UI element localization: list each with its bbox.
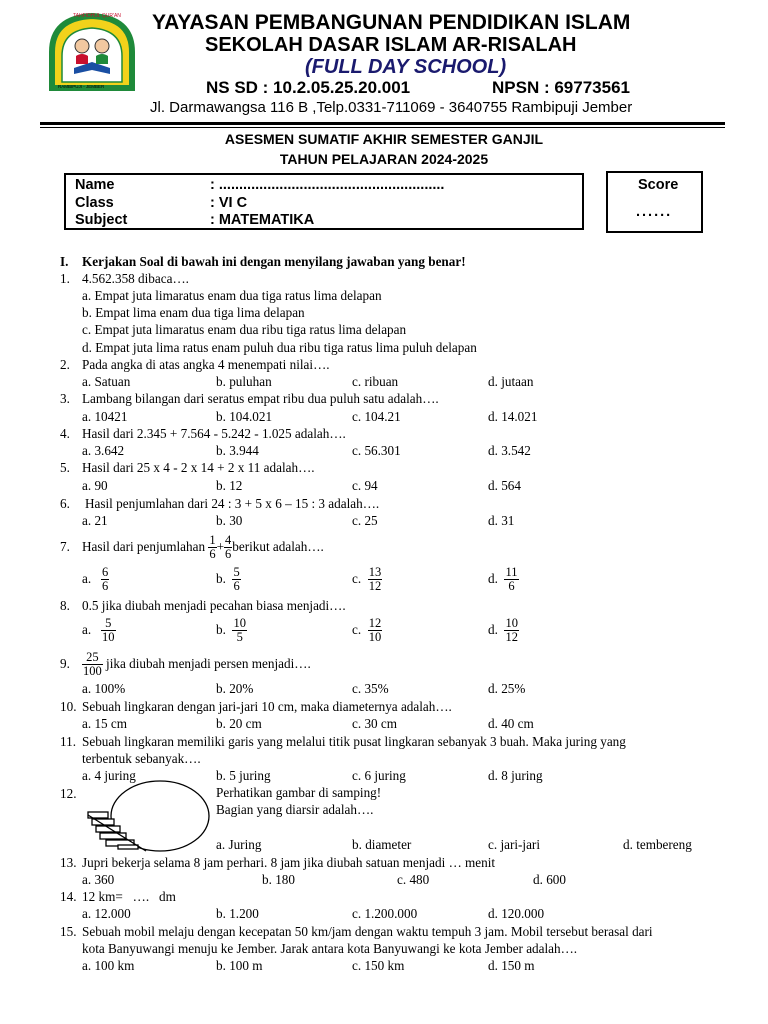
q9-text (82, 647, 311, 681)
score-label: Score (638, 177, 679, 193)
q3-text: Lambang bilangan dari seratus empat ribu dua puluh satu adalah…. (82, 391, 439, 406)
header-divider (40, 122, 725, 125)
q10-text: Sebuah lingkaran dengan jari-jari 10 cm, maka diameternya adalah…. (82, 699, 452, 714)
q8-number: 8. (60, 598, 70, 613)
q5-number: 5. (60, 460, 70, 475)
q3-option-b[interactable]: b. 104.021 (216, 409, 273, 424)
q13-option-b[interactable]: b. 180 (262, 872, 295, 887)
school-address: Jl. Darmawangsa 116 B ,Telp.0331-711069 - 3640755 Rambipuji Jember (150, 99, 633, 116)
q7-fraction-2: $\frac{4}{6}$ (225, 533, 232, 562)
school-name: SEKOLAH DASAR ISLAM AR-RISALAH (205, 34, 577, 56)
q6-number: 6. (60, 496, 70, 511)
q5-option-c[interactable]: c. 94 (352, 478, 378, 493)
q9-option-b[interactable]: b. 20% (216, 681, 254, 696)
q4-number: 4. (60, 426, 70, 441)
q15-option-b[interactable]: b. 100 m (216, 958, 263, 973)
q12-option-a[interactable]: a. Juring (216, 837, 262, 852)
q1-option-d[interactable]: d. Empat juta lima ratus enam puluh dua ribu tiga ratus lima puluh delapan (82, 340, 477, 355)
q1-option-a[interactable]: a. Empat juta limaratus enam dua tiga ratus lima delapan (82, 288, 382, 303)
q14-number: 14. (60, 889, 77, 904)
program-name: (FULL DAY SCHOOL) (305, 56, 507, 78)
subject-value: : MATEMATIKA (210, 212, 315, 228)
class-label: Class (75, 195, 114, 211)
class-value: : VI C (210, 195, 248, 211)
q15-option-a[interactable]: a. 100 km (82, 958, 135, 973)
q15-text-line1: Sebuah mobil melaju dengan kecepatan 50 km/jam dengan waktu tempuh 3 jam. Mobil tersebut berasal dari (82, 924, 653, 939)
q15-option-c[interactable]: c. 150 km (352, 958, 405, 973)
q7-text-before: Hasil dari penjumlahan (82, 539, 206, 554)
q8-text: 0.5 jika diubah menjadi pecahan biasa menjadi…. (82, 598, 346, 613)
exam-title: ASESMEN SUMATIF AKHIR SEMESTER GANJIL (224, 131, 544, 147)
q2-number: 2. (60, 357, 70, 372)
q12-option-b[interactable]: b. diameter (352, 837, 412, 852)
q12-option-d[interactable]: d. tembereng (623, 837, 692, 852)
q11-option-a[interactable]: a. 4 juring (82, 768, 136, 783)
q2-option-d[interactable]: d. jutaan (488, 374, 534, 389)
q7-text (82, 530, 324, 564)
q8-option-a[interactable]: a. $\frac{5}{10}$ (82, 616, 115, 645)
q13-option-c[interactable]: c. 480 (397, 872, 430, 887)
name-label: Name (75, 177, 115, 193)
q11-option-c[interactable]: c. 6 juring (352, 768, 406, 783)
q12-option-c[interactable]: c. jari-jari (488, 837, 540, 852)
section-instruction: Kerjakan Soal di bawah ini dengan menyilang jawaban yang benar! (82, 254, 466, 269)
q14-option-b[interactable]: b. 1.200 (216, 906, 259, 921)
q13-text: Jupri bekerja selama 8 jam perhari. 8 jam jika diubah satuan menjadi … menit (82, 855, 496, 870)
q13-option-d[interactable]: d. 600 (533, 872, 566, 887)
q3-option-c[interactable]: c. 104.21 (352, 409, 401, 424)
logo-bottom-text: RAMBIPUJI - JEMBER (58, 84, 105, 89)
q1-number: 1. (60, 271, 70, 286)
q1-option-b[interactable]: b. Empat lima enam dua tiga lima delapan (82, 305, 305, 320)
q15-text-line2: kota Banyuwangi menuju ke Jember. Jarak antara kota Banyuwangi ke kota Jember adalah…. (82, 941, 578, 956)
q14-option-c[interactable]: c. 1.200.000 (352, 906, 418, 921)
q12-text-line1: Perhatikan gambar di samping! (216, 785, 382, 800)
q6-option-c[interactable]: c. 25 (352, 513, 378, 528)
npsn-number: NPSN : 69773561 (492, 78, 630, 97)
q6-option-b[interactable]: b. 30 (216, 513, 243, 528)
school-logo (46, 12, 138, 92)
q11-text-line2: terbentuk sebanyak…. (82, 751, 201, 766)
subject-label: Subject (75, 212, 128, 228)
q14-option-d[interactable]: d. 120.000 (488, 906, 545, 921)
q4-option-c[interactable]: c. 56.301 (352, 443, 401, 458)
q9-option-c[interactable]: c. 35% (352, 681, 389, 696)
q4-option-d[interactable]: d. 3.542 (488, 443, 531, 458)
q7-option-a[interactable]: a. $\frac{6}{6}$ (82, 565, 109, 594)
q7-plus: + (216, 539, 225, 554)
logo-top-text: TAHFIDHUL QUR'AN (73, 13, 121, 19)
q7-option-b[interactable]: b. $\frac{5}{6}$ (216, 565, 240, 594)
q11-number: 11. (60, 734, 76, 749)
score-field[interactable]: ...... (636, 204, 673, 220)
q8-option-c[interactable]: c. $\frac{12}{10}$ (352, 616, 382, 645)
q11-option-d[interactable]: d. 8 juring (488, 768, 543, 783)
q10-number: 10. (60, 699, 77, 714)
q7-text-after: berikut adalah…. (232, 539, 324, 554)
q4-option-a[interactable]: a. 3.642 (82, 443, 125, 458)
q10-option-c[interactable]: c. 30 cm (352, 716, 398, 731)
section-number: I. (60, 254, 69, 269)
q4-text: Hasil dari 2.345 + 7.564 - 5.242 - 1.025 adalah…. (82, 426, 346, 441)
q5-option-b[interactable]: b. 12 (216, 478, 243, 493)
q7-option-d[interactable]: d. $\frac{11}{6}$ (488, 565, 518, 594)
q9-number: 9. (60, 656, 70, 671)
q1-option-c[interactable]: c. Empat juta limaratus enam dua ribu tiga ratus lima delapan (82, 322, 407, 337)
q15-number: 15. (60, 924, 77, 939)
q9-fraction: $\frac{25}{100}$ (83, 650, 102, 679)
q9-option-d[interactable]: d. 25% (488, 681, 526, 696)
q10-option-a[interactable]: a. 15 cm (82, 716, 128, 731)
q7-number: 7. (60, 539, 70, 554)
logo-right-text: AR-RISALAH (128, 46, 133, 74)
q5-option-a[interactable]: a. 90 (82, 478, 108, 493)
q2-option-b[interactable]: b. puluhan (216, 374, 272, 389)
q2-text: Pada angka di atas angka 4 menempati nilai…. (82, 357, 330, 372)
q5-option-d[interactable]: d. 564 (488, 478, 521, 493)
q4-option-b[interactable]: b. 3.944 (216, 443, 259, 458)
header-divider-thin (40, 127, 725, 128)
q8-option-b[interactable]: b. $\frac{10}{5}$ (216, 616, 246, 645)
q2-option-c[interactable]: c. ribuan (352, 374, 399, 389)
q9-text-body: jika diubah menjadi persen menjadi…. (106, 656, 311, 671)
q14-option-a[interactable]: a. 12.000 (82, 906, 131, 921)
q3-option-a[interactable]: a. 10421 (82, 409, 128, 424)
q12-circle-figure (84, 779, 216, 853)
q7-option-c[interactable]: c. $\frac{13}{12}$ (352, 565, 382, 594)
q5-text: Hasil dari 25 x 4 - 2 x 14 + 2 x 11 adalah…. (82, 460, 315, 475)
q11-option-b[interactable]: b. 5 juring (216, 768, 271, 783)
q9-option-a[interactable]: a. 100% (82, 681, 126, 696)
q6-option-d[interactable]: d. 31 (488, 513, 515, 528)
q1-text: 4.562.358 dibaca…. (82, 271, 189, 286)
q6-text: Hasil penjumlahan dari 24 : 3 + 5 x 6 – 15 : 3 adalah…. (85, 496, 380, 511)
q13-number: 13. (60, 855, 77, 870)
q6-option-a[interactable]: a. 21 (82, 513, 108, 528)
name-field[interactable]: : ........................................................ (210, 177, 445, 193)
q13-option-a[interactable]: a. 360 (82, 872, 115, 887)
q2-option-a[interactable]: a. Satuan (82, 374, 131, 389)
q12-text-line2: Bagian yang diarsir adalah…. (216, 802, 374, 817)
q7-fraction-1: $\frac{1}{6}$ (209, 533, 216, 562)
foundation-name: YAYASAN PEMBANGUNAN PENDIDIKAN ISLAM (152, 11, 631, 34)
q10-option-b[interactable]: b. 20 cm (216, 716, 262, 731)
q14-text: 12 km= …. dm (82, 889, 176, 904)
q8-option-d[interactable]: d. $\frac{10}{12}$ (488, 616, 518, 645)
exam-year: TAHUN PELAJARAN 2024-2025 (279, 151, 489, 167)
q15-option-d[interactable]: d. 150 m (488, 958, 535, 973)
q3-number: 3. (60, 391, 70, 406)
logo-left-text: SEKOLAH (49, 54, 54, 76)
q3-option-d[interactable]: d. 14.021 (488, 409, 538, 424)
q10-option-d[interactable]: d. 40 cm (488, 716, 534, 731)
q12-number: 12. (60, 786, 77, 801)
ns-sd-number: NS SD : 10.2.05.25.20.001 (206, 78, 411, 97)
q11-text-line1: Sebuah lingkaran memiliki garis yang melalui titik pusat lingkaran sebanyak 3 buah. Maka juring yang (82, 734, 626, 749)
